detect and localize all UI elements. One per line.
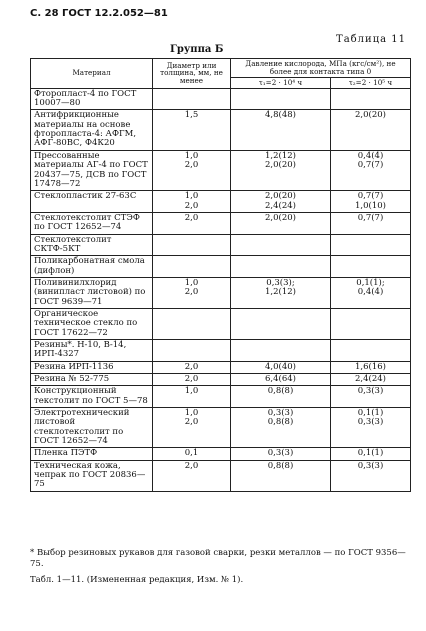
cell-pressure-tau2: [331, 308, 411, 339]
cell-pressure-tau2: 0,1(1): [331, 448, 411, 460]
cell-diameter: 1,0 2,0: [153, 191, 231, 213]
cell-pressure-tau2: 0,3(3): [331, 460, 411, 491]
materials-table: [30, 58, 411, 492]
table-row: [31, 386, 411, 408]
cell-diameter: 0,1: [153, 448, 231, 460]
cell-pressure-tau1: 6,4(64): [231, 374, 331, 386]
cell-pressure-tau1: [231, 234, 331, 256]
cell-pressure-tau1: 1,2(12) 2,0(20): [231, 150, 331, 190]
notes: [30, 548, 410, 590]
table-row: [31, 308, 411, 339]
edition-note: Табл. 1—11. (Измененная редакция, Изм. № 1).: [30, 574, 244, 585]
cell-diameter: [153, 88, 231, 110]
cell-diameter: 1,0 2,0: [153, 277, 231, 308]
table-row: [31, 277, 411, 308]
cell-pressure-tau1: [231, 88, 331, 110]
table-row: [31, 212, 411, 234]
table-header-row: [31, 59, 411, 78]
footnote: * Выбор резиновых рукавов для газовой сварки, резки металлов — по ГОСТ 9356—75.: [30, 548, 406, 570]
cell-pressure-tau1: 4,0(40): [231, 361, 331, 373]
header-tau2: τ₂=2 · 10⁵ ч: [331, 77, 411, 88]
cell-material: Резина № 52-775: [31, 374, 153, 386]
cell-pressure-tau1: [231, 308, 331, 339]
cell-material: Стеклотекстолит СКТФ-5КТ: [31, 234, 153, 256]
table-row: [31, 361, 411, 373]
cell-diameter: 1,0 2,0: [153, 150, 231, 190]
table-row: [31, 191, 411, 213]
cell-diameter: 2,0: [153, 361, 231, 373]
cell-pressure-tau1: 2,0(20): [231, 212, 331, 234]
cell-pressure-tau2: 0,7(7) 1,0(10): [331, 191, 411, 213]
cell-material: Антифрикционные материалы на основе фторопласта-4: АФГМ, АФГ-80ВС, Ф4К20: [31, 110, 153, 150]
table-row: [31, 256, 411, 278]
table-row: [31, 340, 411, 362]
table-label: Таблица 11: [336, 34, 406, 45]
cell-diameter: 1,0 2,0: [153, 408, 231, 448]
cell-material: Стеклопластик 27-63С: [31, 191, 153, 213]
cell-diameter: [153, 234, 231, 256]
cell-pressure-tau2: [331, 256, 411, 278]
cell-pressure-tau2: 0,4(4) 0,7(7): [331, 150, 411, 190]
cell-material: Резины*. Н-10, В-14, ИРП-4327: [31, 340, 153, 362]
cell-pressure-tau2: [331, 88, 411, 110]
cell-material: Фторопласт-4 по ГОСТ 10007—80: [31, 88, 153, 110]
header-diameter: Диаметр или толщина, мм, не менее: [153, 59, 231, 89]
cell-diameter: 2,0: [153, 460, 231, 491]
table-row: [31, 460, 411, 491]
cell-material: Органическое техническое стекло по ГОСТ 17622—72: [31, 308, 153, 339]
cell-diameter: [153, 340, 231, 362]
cell-pressure-tau1: [231, 340, 331, 362]
cell-material: Техническая кожа, чепрак по ГОСТ 20836—75: [31, 460, 153, 491]
cell-pressure-tau1: [231, 256, 331, 278]
cell-pressure-tau1: 0,8(8): [231, 460, 331, 491]
table-row: [31, 408, 411, 448]
cell-diameter: 1,5: [153, 110, 231, 150]
table-row: [31, 88, 411, 110]
table-row: [31, 110, 411, 150]
cell-material: Резина ИРП-1136: [31, 361, 153, 373]
cell-material: Поликарбонатная смола (дифлон): [31, 256, 153, 278]
table-body: [31, 88, 411, 491]
cell-material: Поливинилхлорид (винипласт листовой) по ГОСТ 9639—71: [31, 277, 153, 308]
cell-material: Конструкционный текстолит по ГОСТ 5—78: [31, 386, 153, 408]
cell-diameter: 1,0: [153, 386, 231, 408]
header-pressure: Давление кислорода, МПа (кгс/см²), не более для контакта типа 0: [231, 59, 411, 78]
cell-diameter: 2,0: [153, 374, 231, 386]
table-row: [31, 234, 411, 256]
table-row: [31, 150, 411, 190]
cell-material: Электротехнический листовой стеклотекстолит по ГОСТ 12652—74: [31, 408, 153, 448]
cell-material: Стеклотекстолит СТЭФ по ГОСТ 12652—74: [31, 212, 153, 234]
cell-pressure-tau1: 2,0(20) 2,4(24): [231, 191, 331, 213]
header-material: Материал: [31, 59, 153, 89]
cell-pressure-tau2: 0,7(7): [331, 212, 411, 234]
cell-material: Прессованные материалы АГ-4 по ГОСТ 20437—75, ДСВ по ГОСТ 17478—72: [31, 150, 153, 190]
cell-pressure-tau2: 0,1(1) 0,3(3): [331, 408, 411, 448]
cell-pressure-tau2: [331, 234, 411, 256]
cell-pressure-tau1: 0,3(3) 0,8(8): [231, 408, 331, 448]
cell-material: Пленка ПЭТФ: [31, 448, 153, 460]
header-tau1: τ₁=2 · 10⁴ ч: [231, 77, 331, 88]
table-row: [31, 448, 411, 460]
cell-pressure-tau2: 2,0(20): [331, 110, 411, 150]
cell-pressure-tau2: 0,3(3): [331, 386, 411, 408]
cell-pressure-tau2: 1,6(16): [331, 361, 411, 373]
cell-pressure-tau2: 2,4(24): [331, 374, 411, 386]
cell-diameter: [153, 308, 231, 339]
cell-pressure-tau1: 0,8(8): [231, 386, 331, 408]
cell-pressure-tau1: 0,3(3); 1,2(12): [231, 277, 331, 308]
cell-diameter: [153, 256, 231, 278]
table-row: [31, 374, 411, 386]
cell-pressure-tau2: [331, 340, 411, 362]
cell-pressure-tau2: 0,1(1); 0,4(4): [331, 277, 411, 308]
cell-diameter: 2,0: [153, 212, 231, 234]
cell-pressure-tau1: 0,3(3): [231, 448, 331, 460]
group-label: Группа Б: [170, 44, 224, 55]
page-header: С. 28 ГОСТ 12.2.052—81: [30, 8, 168, 19]
cell-pressure-tau1: 4,8(48): [231, 110, 331, 150]
